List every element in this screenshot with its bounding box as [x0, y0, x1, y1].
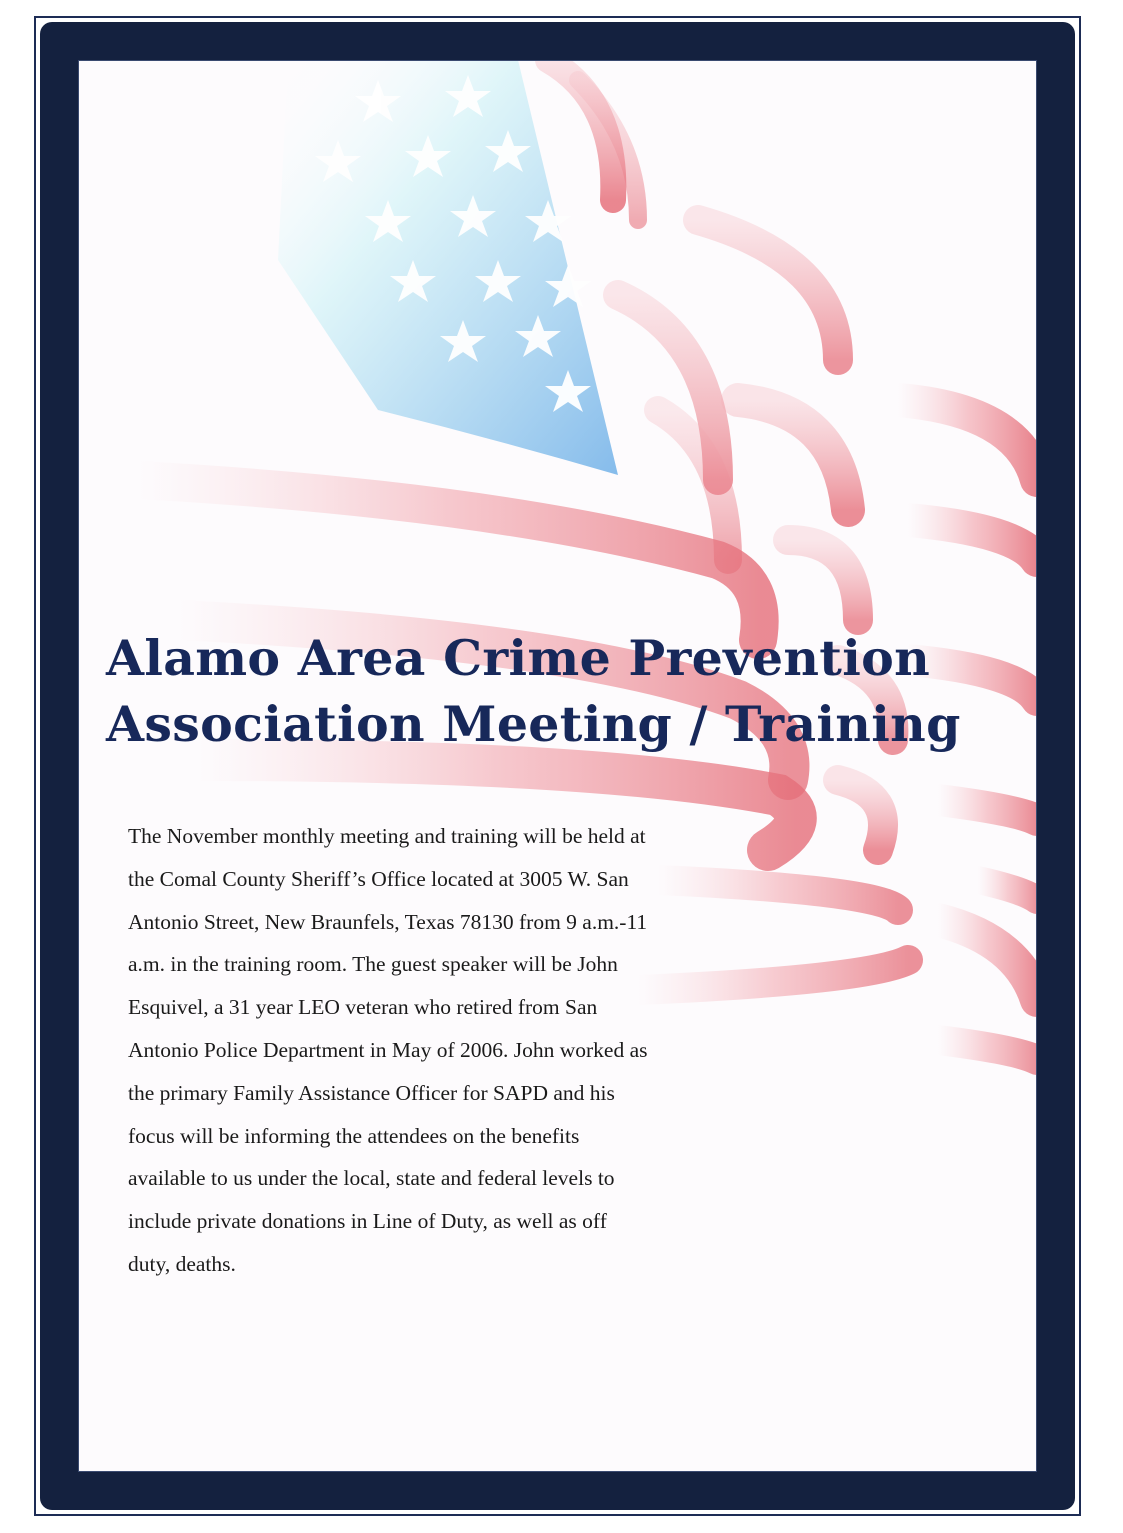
flyer-title [106, 625, 961, 757]
flyer-page [78, 60, 1037, 1472]
title-line-2: Association Meeting / Training [106, 695, 961, 753]
title-line-1: Alamo Area Crime Prevention [106, 629, 931, 687]
meeting-description: The November monthly meeting and training will be held at the Comal County Sheriff’s Office located at 3005 W. San Antonio Street, New Braunfels, Texas 78130 from 9 a.m.-11 a.m. in the training room. The guest speaker will be John Esquivel, a 31 year LEO veteran who retired from San Antonio Police Department in May of 2006. John worked as the primary Family Assistance Officer for SAPD and his focus will be informing the attendees on the benefits available to us under the local, state and federal levels to include private donations in Line of Duty, as well as off duty, deaths. [128, 824, 648, 1276]
